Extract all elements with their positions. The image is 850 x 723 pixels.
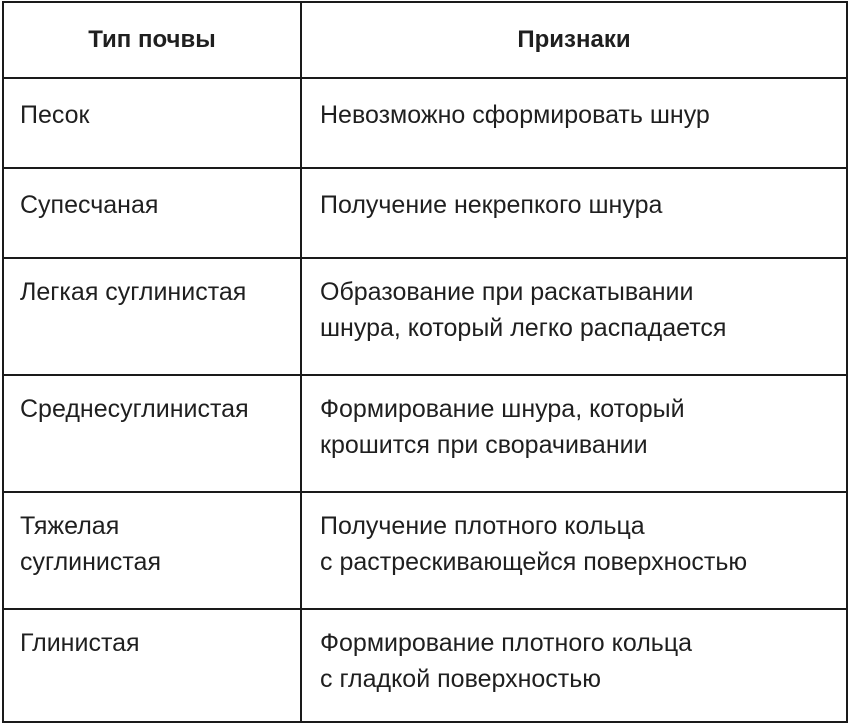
soil-type-cell [3,168,301,258]
soil-types-table [2,1,848,723]
soil-type-cell [3,78,301,168]
soil-type-text: Тяжелая суглинистая [20,512,162,576]
table-body [3,78,847,722]
properties-text: Формирование плотного кольца с гладкой поверхностью [320,629,693,693]
properties-cell [301,375,847,492]
table-row [3,168,847,258]
table-row [3,492,847,609]
soil-type-cell [3,492,301,609]
soil-type-text: Легкая суглинистая [20,278,247,306]
properties-cell [301,168,847,258]
table-header [3,2,847,78]
properties-text: Образование при раскатывании шнура, который легко распадается [320,278,727,342]
soil-type-text: Среднесуглинистая [20,395,249,423]
soil-type-cell [3,609,301,722]
properties-cell [301,78,847,168]
soil-type-text: Супесчаная [20,191,159,219]
soil-type-cell [3,258,301,375]
header-properties: Признаки [301,2,847,78]
soil-type-text: Глинистая [20,629,140,657]
soil-type-cell [3,375,301,492]
properties-text: Получение плотного кольца с растрескивающейся поверхностью [320,512,748,576]
properties-cell [301,609,847,722]
table-row [3,609,847,722]
header-row [3,2,847,78]
properties-text: Невозможно сформировать шнур [320,101,710,129]
properties-text: Формирование шнура, который крошится при сворачивании [320,395,685,459]
header-soil-type: Тип почвы [3,2,301,78]
table-row [3,78,847,168]
properties-cell [301,258,847,375]
properties-text: Получение некрепкого шнура [320,191,663,219]
soil-type-text: Песок [20,101,90,129]
table-row [3,375,847,492]
table-row [3,258,847,375]
properties-cell [301,492,847,609]
